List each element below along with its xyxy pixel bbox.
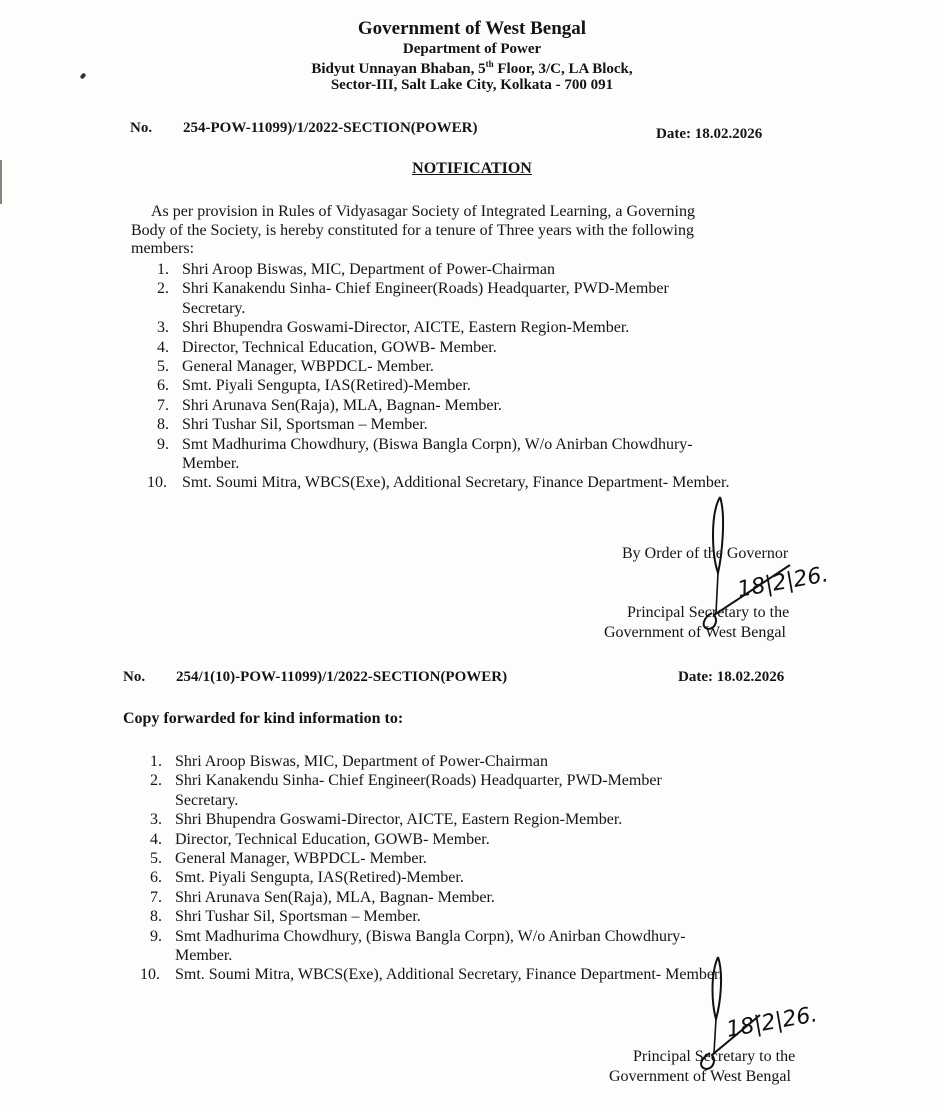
list-number: 10. <box>147 474 167 492</box>
intro-line-1: As per provision in Rules of Vidyasagar Society of Integrated Learning, a Governing <box>151 203 695 220</box>
recipient-item <box>150 752 820 771</box>
member-item <box>157 415 807 434</box>
list-number: 9. <box>157 435 169 453</box>
list-number: 7. <box>157 396 169 414</box>
list-text: Shri Aroop Biswas, MIC, Department of Power-Chairman <box>182 261 555 278</box>
recipient-item <box>150 888 820 907</box>
signature-1-date: 18|2|26. <box>735 562 831 603</box>
list-text: Shri Kanakendu Sinha- Chief Engineer(Roads) Headquarter, PWD-Member <box>175 772 662 790</box>
member-item <box>157 396 807 415</box>
intro-line-3: members: <box>131 240 195 257</box>
list-number: 5. <box>150 850 162 868</box>
list-number: 5. <box>157 358 169 376</box>
notification-no-label: No. <box>130 120 153 136</box>
letterhead-department: Department of Power <box>402 41 542 57</box>
list-text: Shri Tushar Sil, Sportsman – Member. <box>182 416 428 434</box>
notification-intro <box>131 203 771 259</box>
list-number: 9. <box>150 927 162 945</box>
member-list <box>147 260 807 493</box>
list-number: 6. <box>150 869 162 887</box>
by-order-text: By Order of the Governor <box>622 545 789 562</box>
list-text: Smt. Piyali Sengupta, IAS(Retired)-Member. <box>175 869 464 887</box>
list-number: 2. <box>157 280 169 298</box>
list-text-continuation: Member. <box>182 455 240 473</box>
list-number: 7. <box>150 888 162 906</box>
signatory-2-line1: Principal Secretary to the <box>633 1048 796 1065</box>
address-part: Bidyut Unnayan Bhaban, 5 <box>311 61 486 77</box>
notification-date: Date: 18.02.2026 <box>656 126 763 142</box>
list-number: 10. <box>140 966 160 984</box>
list-text: Shri Aroop Biswas, MIC, Department of Power-Chairman <box>175 753 548 770</box>
list-text: Shri Arunava Sen(Raja), MLA, Bagnan- Member. <box>175 888 495 906</box>
member-item <box>157 435 807 474</box>
list-number: 1. <box>150 753 162 770</box>
recipient-item <box>150 830 820 849</box>
list-number: 1. <box>157 261 169 278</box>
intro-line-2: Body of the Society, is hereby constituted for a tenure of Three years with the following <box>131 221 694 239</box>
list-text: General Manager, WBPDCL- Member. <box>175 850 427 868</box>
list-text: Shri Kanakendu Sinha- Chief Engineer(Roads) Headquarter, PWD-Member <box>182 280 669 298</box>
notification-number: 254-POW-11099)/1/2022-SECTION(POWER) <box>183 120 478 136</box>
list-number: 8. <box>157 416 169 434</box>
list-text-continuation: Member. <box>175 947 233 965</box>
recipient-item <box>150 907 820 926</box>
list-number: 8. <box>150 908 162 926</box>
letterhead-address-line2: Sector-III, Salt Lake City, Kolkata - 700 091 <box>330 77 614 93</box>
recipient-item <box>150 771 820 810</box>
member-item <box>147 473 807 492</box>
recipient-item <box>150 810 820 829</box>
member-item <box>157 357 807 376</box>
list-text: Smt Madhurima Chowdhury, (Biswa Bangla Corpn), W/o Anirban Chowdhury- <box>175 927 686 945</box>
list-number: 3. <box>157 319 169 337</box>
member-item <box>157 338 807 357</box>
list-number: 3. <box>150 811 162 829</box>
member-item <box>157 260 807 279</box>
letterhead-government: Government of West Bengal <box>357 18 587 39</box>
list-number: 2. <box>150 772 162 790</box>
copy-heading: Copy forwarded for kind information to: <box>123 710 404 727</box>
recipient-item <box>150 868 820 887</box>
member-item <box>157 279 807 318</box>
list-text: Shri Tushar Sil, Sportsman – Member. <box>175 908 421 926</box>
copy-number: 254/1(10)-POW-11099)/1/2022-SECTION(POWER) <box>176 669 508 685</box>
signature-2-date: 18|2|26. <box>724 1002 820 1043</box>
list-text: Director, Technical Education, GOWB- Member. <box>175 830 490 848</box>
list-text: Shri Bhupendra Goswami-Director, AICTE, Eastern Region-Member. <box>182 319 630 337</box>
list-text: Director, Technical Education, GOWB- Member. <box>182 338 497 356</box>
list-text: Smt. Soumi Mitra, WBCS(Exe), Additional Secretary, Finance Department- Member. <box>182 474 730 492</box>
list-text-continuation: Secretary. <box>175 791 239 809</box>
notification-title: NOTIFICATION <box>412 160 532 177</box>
list-number: 6. <box>157 377 169 395</box>
list-number: 4. <box>150 830 162 848</box>
member-item <box>157 318 807 337</box>
list-text: Smt Madhurima Chowdhury, (Biswa Bangla Corpn), W/o Anirban Chowdhury- <box>182 435 693 453</box>
signatory-1-line1: Principal Secretary to the <box>627 604 790 621</box>
list-text-continuation: Secretary. <box>182 299 246 317</box>
copy-date: Date: 18.02.2026 <box>678 669 785 685</box>
list-text: Smt. Piyali Sengupta, IAS(Retired)-Member. <box>182 377 471 395</box>
letterhead-address-line1 <box>0 59 944 78</box>
copy-no-label: No. <box>123 669 146 685</box>
signatory-1-line2: Government of West Bengal <box>604 624 786 641</box>
list-text: Shri Arunava Sen(Raja), MLA, Bagnan- Member. <box>182 396 502 414</box>
address-sup: th <box>485 59 494 69</box>
recipient-list <box>140 752 820 985</box>
list-text: General Manager, WBPDCL- Member. <box>182 358 434 376</box>
list-text: Shri Bhupendra Goswami-Director, AICTE, Eastern Region-Member. <box>175 811 623 829</box>
list-text: Smt. Soumi Mitra, WBCS(Exe), Additional Secretary, Finance Department- Member. <box>175 966 723 984</box>
signatory-2-line2: Government of West Bengal <box>609 1068 791 1085</box>
recipient-item <box>150 849 820 868</box>
list-number: 4. <box>157 338 169 356</box>
member-item <box>157 376 807 395</box>
address-part-rest: Floor, 3/C, LA Block, <box>493 61 633 77</box>
